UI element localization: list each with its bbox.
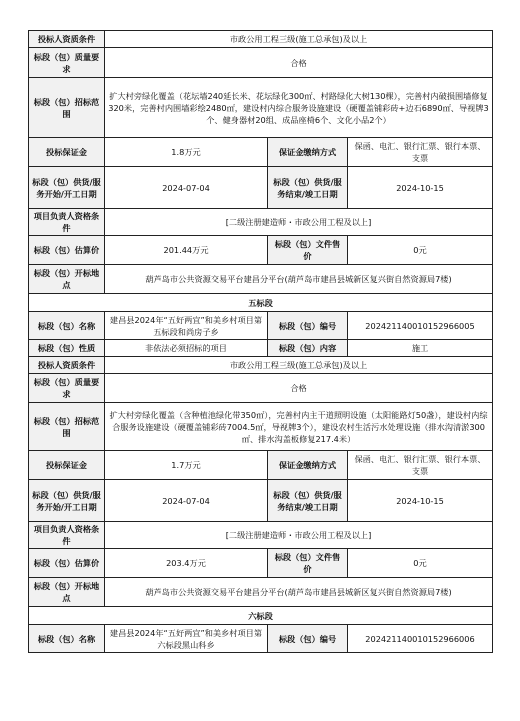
- guarantee-form-label: 保证金缴纳方式: [268, 138, 348, 167]
- section-header-row: [29, 294, 493, 312]
- table-row: [29, 451, 493, 480]
- nature-value: 非依法必须招标的项目: [105, 340, 268, 357]
- tender-lots-table: [28, 30, 493, 653]
- guarantee-value: 1.7万元: [105, 451, 268, 480]
- section-title-lot6: 六标段: [29, 607, 493, 625]
- table-row: [29, 31, 493, 48]
- budget-value: 203.4万元: [105, 549, 268, 578]
- budget-label: 标段（包）估算价: [29, 549, 105, 578]
- table-row: [29, 265, 493, 294]
- table-row: [29, 403, 493, 451]
- quality-value: 合格: [105, 374, 493, 403]
- start-date-label: 标段（包）供货/服务开始/开工日期: [29, 167, 105, 209]
- content-label: 标段（包）内容: [268, 340, 348, 357]
- table-row: [29, 167, 493, 209]
- scope-label: 标段（包）招标范围: [29, 78, 105, 138]
- doc-price-value: 0元: [348, 549, 493, 578]
- doc-price-value: 0元: [348, 236, 493, 265]
- scope-label: 标段（包）招标范围: [29, 403, 105, 451]
- qualification-value: 市政公用工程三级(施工总承包)及以上: [105, 357, 493, 374]
- quality-value: 合格: [105, 48, 493, 78]
- nature-label: 标段（包）性质: [29, 340, 105, 357]
- table-row: [29, 578, 493, 607]
- table-row: [29, 357, 493, 374]
- manager-value: [二级注册建造师・市政公用工程及以上]: [105, 209, 493, 236]
- quality-label: 标段（包）质量要求: [29, 48, 105, 78]
- qualification-value: 市政公用工程三级(施工总承包)及以上: [105, 31, 493, 48]
- table-row: [29, 374, 493, 403]
- guarantee-value: 1.8万元: [105, 138, 268, 167]
- start-date-label: 标段（包）供货/服务开始/开工日期: [29, 480, 105, 522]
- table-row: [29, 236, 493, 265]
- end-date-value: 2024-10-15: [348, 167, 493, 209]
- name-label: 标段（包）名称: [29, 312, 105, 340]
- location-label: 标段（包）开标地点: [29, 578, 105, 607]
- code-label: 标段（包）编号: [268, 625, 348, 653]
- end-date-label: 标段（包）供货/服务结束/竣工日期: [268, 167, 348, 209]
- start-date-value: 2024-07-04: [105, 167, 268, 209]
- end-date-label: 标段（包）供货/服务结束/竣工日期: [268, 480, 348, 522]
- quality-label: 标段（包）质量要求: [29, 374, 105, 403]
- start-date-value: 2024-07-04: [105, 480, 268, 522]
- manager-value: [二级注册建造师・市政公用工程及以上]: [105, 522, 493, 549]
- code-value: 20242114001015296600​5: [348, 312, 493, 340]
- scope-value: 扩大村旁绿化覆盖（花坛墙240延长米、花坛绿化300㎡、村路绿化大树130棵），完善村内破损围墙修复320米，完善村内围墙彩绘2480㎡，建设村内综合服务设施建设（硬覆盖铺彩砖+边石6890㎡、导视牌3个、健身器材20组、成品座椅6个、文化小品2个）: [105, 78, 493, 138]
- table-row: [29, 340, 493, 357]
- section-header-row: [29, 607, 493, 625]
- location-value: 葫芦岛市公共资源交易平台建昌分平台(葫芦岛市建昌县城新区复兴街自然资源局7楼): [105, 578, 493, 607]
- code-label: 标段（包）编号: [268, 312, 348, 340]
- scope-value: 扩大村旁绿化覆盖（含种植池绿化带350㎡），完善村内主干道照明设施（太阳能路灯50盏），建设村内综合服务设施建设（硬覆盖铺彩砖7004.5㎡，导视牌3个），建设农村生活污水处理设施（排水沟清淤300㎡、排水沟盖板修复217.4米）: [105, 403, 493, 451]
- qualification-label: 投标人资质条件: [29, 31, 105, 48]
- guarantee-form-value: 保函、电汇、银行汇票、银行本票、支票: [348, 138, 493, 167]
- guarantee-label: 投标保证金: [29, 138, 105, 167]
- table-row: [29, 138, 493, 167]
- location-value: 葫芦岛市公共资源交易平台建昌分平台(葫芦岛市建昌县城新区复兴街自然资源局7楼): [105, 265, 493, 294]
- name-value: 建昌县2024年“五好两宜”和美乡村项目第五标段和尚房子乡: [105, 312, 268, 340]
- table-row: [29, 625, 493, 653]
- guarantee-label: 投标保证金: [29, 451, 105, 480]
- end-date-value: 2024-10-15: [348, 480, 493, 522]
- name-value: 建昌县2024年“五好两宜”和美乡村项目第六标段黑山科乡: [105, 625, 268, 653]
- section-title-lot5: 五标段: [29, 294, 493, 312]
- manager-label: 项目负责人资格条件: [29, 209, 105, 236]
- budget-label: 标段（包）估算价: [29, 236, 105, 265]
- table-row: [29, 522, 493, 549]
- table-row: [29, 312, 493, 340]
- budget-value: 201.44万元: [105, 236, 268, 265]
- table-row: [29, 549, 493, 578]
- table-row: [29, 480, 493, 522]
- doc-price-label: 标段（包）文件售价: [268, 549, 348, 578]
- code-value: 202421140010152966006: [348, 625, 493, 653]
- manager-label: 项目负责人资格条件: [29, 522, 105, 549]
- table-row: [29, 48, 493, 78]
- qualification-label: 投标人资质条件: [29, 357, 105, 374]
- table-row: [29, 78, 493, 138]
- location-label: 标段（包）开标地点: [29, 265, 105, 294]
- table-row: [29, 209, 493, 236]
- name-label: 标段（包）名称: [29, 625, 105, 653]
- doc-price-label: 标段（包）文件售价: [268, 236, 348, 265]
- guarantee-form-value: 保函、电汇、银行汇票、银行本票、支票: [348, 451, 493, 480]
- guarantee-form-label: 保证金缴纳方式: [268, 451, 348, 480]
- content-value: 施工: [348, 340, 493, 357]
